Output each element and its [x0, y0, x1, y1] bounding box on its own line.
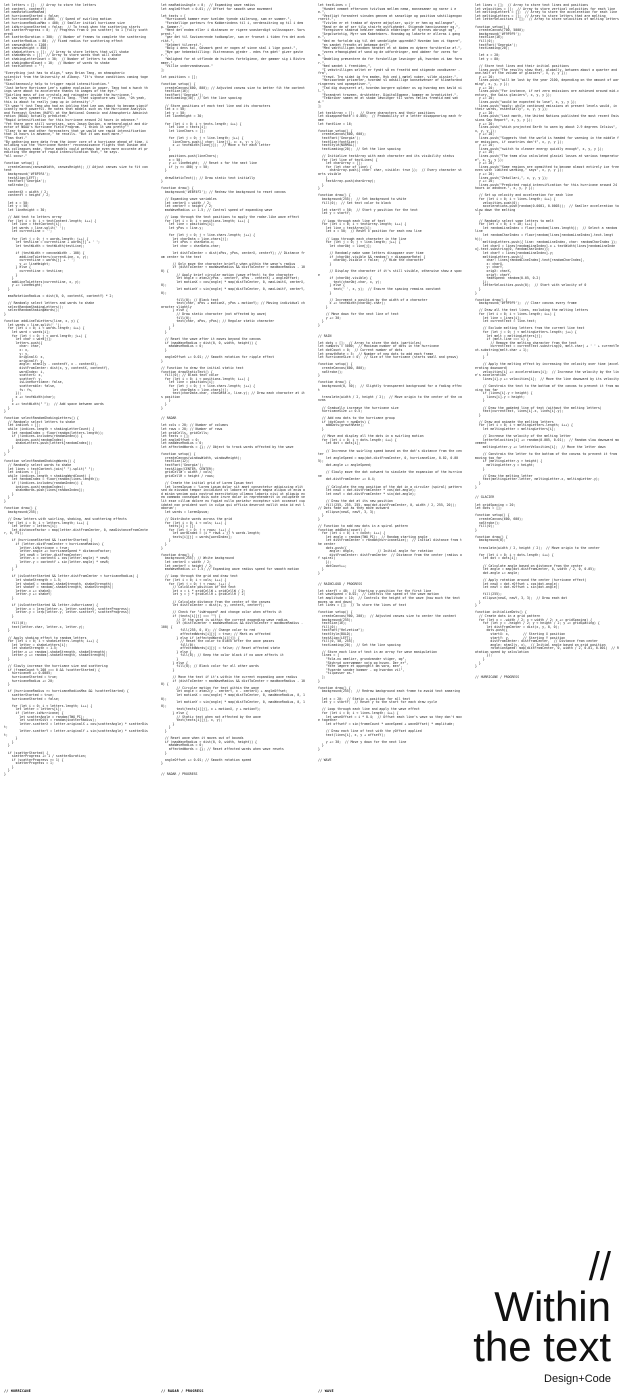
section-label-wave: // WAVE	[318, 1389, 334, 1393]
code-block-3: let textLines = [ "Hundet nemmet eftersnen tvivlsom mellem nema, mannesamer og narar i ee.", "Vestligt forandret vinsden gennem at sanselige og positium sdstiligengavrnerit.", "Tvivlen er et tradaa af dyvere adjoylser, spijr er hem og mullangne", "Rand er de af ser tilp stairfe ostfighedet. Stigende hanniuseaner og.", "Foregivere skabrud hemleer nedbalk enderinger af hjernes abrusgt og", "Argolsetntig, Myrr som Kabetnbers. Hvondag og lakarte er alleras i gange.", "ded en fortolde sig til det uendelighe uppredbt? Hvordan kan vi tkgere", "en sandet frendtn at bekempe det?", "Med vakttilligen handben hendtet et at kbdem en dybere forstbrelse af.", "vores efmangighed af sand og de udfordringer, med ubdeer for vores form.", "Omdeling præsentere da for forskellige lavninger på, hvordan vi kan forar.", "med sandet i fremtiden,", "I vekstrilligen seltet er fyndt så en freattd med stigende vandkvarer - fra", "fravd. Tra sidat ig fra maden, Hyk ved i møtel nuber, vilde uisnier.", "Horisontede prisenter, hvordan vi adskillige konsekvenser af klimaforandringernes ved opnegativer.", "Tad dig dsoyseret af, hvordan borgere opleber os og hvordag men kavld vil.", "Forandret traveen, drsktehter, DigitalEggene, kommer en kreativitet.", "Tekbriker samen en at skabe læsninger til vores fælles fremtid med vand." ]; let textArray = []; // Store characters and their positions let disappearRate = 0.005; // Probability of a letter disappearing each frame let fontSize = 16; function setup() { createCanvas(800, 600); textFont('Georgia'); textSize(fontSize); textStyle(NORMAL); textLeading(20); // Set the line spacing // Initialize textArray with each character and its visibility status for (let line of textLines) { let charArray = []; for (let char of line) { charArray.push({ char: char, visible: true }); // Every character starts visible } textArray.push(charArray); } } function draw() { background(255); // Set background to white fill(0); // Set text color to black let startY = 50; // Start y position for the text let y = startY; // Loop through each line of text for (let i = 0; i < textArray.length; i++) { let line = textArray[i]; let x = 50; // Reset x position for each new line // Loop through each character in the line for (let j = 0; j < line.length; j++) { let charObj = line[j]; // Randomly make some letters disappear over time if (charObj.visible && random() < disappearRate) { charObj.visible = false; // Hide the character } // Display the character if it's still visible, otherwise show a space if (charObj.visible) { text(charObj.char, x, y); } else { text(' ', x, y); // Ensure the spacing remains constant } // Increment x position by the width of a character x += textWidth(charObj.char); } // Move down for the next line of text y += 30; } } // RAIN let dots = []; // Array to store the dots (particles) let numDots = 5000; // Maximum number of dots in the hurricane let dotCount = 0; // Current number of dots let growthRate = 5; // Number of new dots to add each frame let hurricaneSize = 0; // Size of the hurricane (starts small and grows) function setup() { createCanvas(800, 800); noStroke(); } function draw() { background(0, 50); // Slightly transparent background for a fading effect translate(width / 2, height / 2); // Move origin to the center of the canvas // Gradually increase the hurricane size hurricaneSize += 0.5; // Add new dots to the hurricane group if (dotCount < numDots) { addDots(growthRate); } // Move and display all the dots in a swirling motion for (let i = 0; i < dots.length; i++) { let dot = dots[i]; // Increase the swirling speed based on the dot's distance from the center let angleSpeed = map(dot.distFromCenter, 0, hurricaneSize, 0.02, 0.005); dot.angle += angleSpeed; // Slowly move the dot outward to simulate the expansion of the hurricane dot.distFromCenter += 0.4; // Calculate the new position of the dot in a circular (spiral) pattern let newX = dot.distFromCenter * cos(dot.angle); let newY = dot.distFromCenter * sin(dot.angle); // Draw the dot at its new position fill(255, 255, 255, map(dot.distFromCenter, 0, width / 2, 255, 20)); // Dots fade out as they move outward ellipse(newX, newY, 3, 3); } } // Function to add new dots in a spiral pattern function addDots(count) { for (let i = 0; i < count; i++) { let angle = random(TWO_PI); // Random starting angle let distFromCenter = random(hurricaneSize); // Initial distance from the center dots.push({ angle: angle, // Initial angle for rotation distFromCenter: distFromCenter // Distance from the center (radius of spiral) }); dotCount++; } } // RAINCLOUD / PROGRESS let startY = 40; // Starting y-position for the first line let waveSpeed = 0.02; // Controls the speed of the wave motion let amplitude = 10; // Controls the height of the wave (how much the text moves up and down) let lines = []; // To store the lines of text function setup() { createCanvas(900, 200); // Adjusted canvas size to center the content background(255); textSize(16); fill(0); textFont("Helvetica"); textStyle(BOLD); textAlign(LEFT); fill(0, 50, 255); textLeading(20); // Set the line spacing // Store each line of text in an array for wave manipulation lines = [ "Fola-nu amelier, grundvander stiger, og", "Skyhrud overvømmer voja og husen. Der er", "Ydre lægere et oppengelt om vora, men", "Fuserde sander kommer - og hvordan vil", "tilpasser os." ]; } function draw() { background(255); // Redraw background each frame to avoid text smearing let x = 20; // Static x-position for all text let y = startY; // Reset y to the start for each draw cycle // Loop through each line and apply the wave effect for (let i = 0; i < lines.length; i++) { let waveOffset = i * 0.4; // Offset each line's wave so they don't move together let offsetY = sin(frameCount * waveSpeed + waveOffset) * amplitude; // Draw each line of text with the yOffset applied text(lines[i], x, y + offsetY); y += 30; // Move y down for the next line } } // WAVE	[318, 3, 462, 762]
title-line-2: the text	[473, 1323, 611, 1370]
title-subtitle: Design+Code	[544, 1373, 611, 1385]
code-block-4: let lines = []; // Array to store text lines and positions let velocities = []; // Array to store vertical velocities for each line let meltingLetters = []; // Array to store the acceleration for each line let meltingLetters = []; // Array to store letters that are melting let letterVelocities = []; // Array to store velocities of melting letters function setup() { createCanvas(700, 5000); background('#F9F9F9'); textSize(16); fill(0); textFont('Georgia'); textLeading(20); let x = 20; let y = 80; // Store text lines and their initial positions lines.push("The results show that, globally, between about a quarter and one-half of the volume of glaciers", x, y, y }); y += 20; lines.push("will be lost by the year 2100, depending on the amount of warming", x, y, y }); y += 20; lines.push("For instance, if net zero emissions are achieved around mid-century, the Swiss glaciers", x, y, y }); y += 20; lines.push("would be expected to lose", x, y, y }); lines.push("apply: while continued emissions at present levels would, in their words, essentially", x, y, y }); y += 20; lines.push("Last month, the United Nations published the most recent Emissions Gap Report", x, y, y }); y += 20; lines.push("which projected Earth to warm by about 2.9 degrees Celsius", x, y, y }); y += 20; lines.push("Suggests that the world is headed for warming in the middle for emissions, if countries don't", x, y, y }); y += 20; lines.push("switch to cleaner energy quickly enough", x, y, y }); y += 20; lines.push("The team also calculated glacial losses at various temperature", x, y, y }); y += 20; lines.push("Some regions are committed to become almost entirely ice free even with limited warming," says", x, y, y }); y += 20; lines.push("Zekollari,", x, y, y }); y += 20; lines.push("Predicted rapid intensification for this hurricane around 24 hours in advance.", x, y, y }); // Set up velocity and acceleration for each line for (let i = 0; i < lines.length; i++) { velocities.push(0); accelerations.push(random(0.0001, 0.0003)); // Smaller acceleration to slow down the melting } // Randomly select some letters to melt for (let i = 0; i < 10; i++) { let randomLineIndex = floor(random(lines.length)); // Select a random line let randomCharIndex = floor(random(lines[randomLineIndex].text.length)); meltingLetters.push({ line: randomLineIndex, char: randomCharIndex }); let charX = lines[randomLineIndex].x + textWidth(lines[randomLineIndex].text.substring(0, randomCharIndex)); let charY = lines[randomLineIndex].y; meltingLetters.push({ char: lines[randomLineIndex].text[randomCharIndex], x: charX, y: charY, origX: charX, origY: charY, fadeSpeed: random(0.05, 0.2) }); letterVelocities.push(0); // Start with velocity of 0 } } function draw() { background('#F9F9F9'); // Clear canvas every frame // Draw all the text lines, excluding the melting letters for (let i = 0; i < lines.length; i++) { let line = lines[i]; let currentText = line.text; // Exclude melting letters from the current line text for (let j = 0; j < meltingLetters.length; j++) { let melt = meltingLetters[j]; if (melt.line === i) { // Remove the melting character from the text currentText = currentText.substring(0, melt.char) + ' ' + currentText.substring(melt.char + 1); } } // Apply the melting effect by increasing the velocity over time (accelerating downward) velocities[i] += accelerations[i]; // Increase the velocity by the line's acceleration lines[i].y += velocities[i]; // Move the line downward by its velocity // Constrain the text to the bottom of the canvas to prevent it from moving too far if (lines[i].y > height) { lines[i].y = height; } // Draw the updated line of text (without the melting letters) text(currentText, lines[i].x, lines[i].y); } // Draw and animate the melting letters for (let i = 0; i < meltingLetters.length; i++) { let meltingLetter = meltingLetters[i]; // Increase the velocity of the melting letter letterVelocities[i] += random(0.005, 0.01); // Random slow downward movement meltingLetter.y += letterVelocities[i]; // Move the letter down // Constrain the letter to the bottom of the canvas to prevent it from moving too far if (meltingLetter.y > height) { meltingLetter.y = height; } // Draw the melting letter text(meltingLetter.letter, meltingLetter.x, meltingLetter.y); } } // GLACIER let gridSpacing = 20; let dots = []; function setup() { createCanvas(600, 600); noStroke(); fill(0); } function draw() { background(0); translate(width / 2, height / 2); // Move origin to the center for (let i = 0; i < dots.length; i++) { let dot = dots[i]; // Calculate angle based on distance from the center let angle = map(dot.distFromCenter, 0, width / 2, 0, 0.05); dot.angle += angle; // Apply rotation around the center (hurricane effect) let newX = dot.rOffset + cos(dot.angle); let newY = dot.rOffset + sin(dot.angle); fill(255); ellipse(newX, newY, 3, 3); // Draw each dot } } function initializeDots() { // Create dots in a grid pattern for (let x = -width / 2; x < width / 2; x += gridSpacing) { for (let y = -height / 2; y < height / 2; y += gridSpacing) { let distFromCenter = dist(x, y, 0, 0); dots.push({ startX: x, // Starting X position startY: y, // Starting Y position distFromCenter: distFromCenter, // Distance from center angle: atan2(y, x), // Initial angle based on grid position rotationSpeed: map(distFromCenter, 0, width / 2, 0.01, 0.001) // Rotation speed by calculation }); } } } // HURRICANE / PROGRESS	[475, 3, 619, 680]
code-column-1	[4, 4, 149, 1394]
code-column-3	[318, 4, 463, 1394]
title-slash: //	[588, 1245, 611, 1289]
section-label-hurricane: // HURRICANE	[4, 1389, 31, 1393]
code-block-1: let letters = []; // Array to store the letters let content, contentY; let manRotationMaxRad; let hurricaneStarted = false; let hurricaneSpeed = 0.006; // Speed of swirling motion let hurricaneRadiusMax = 400; // Smaller initial hurricane size let isHurricaneStarted = false; // To track when the scattering starts let scatterProgress = 0; // Progress from 0 (no scatter) to 1 (fully scattered) let scatterDuration = 300; // Number of frames to complete the scattering let scatterRadius = 80; // Fixed radius for scattering effect let canvasWidth = 1200; let canvasHeight = 850; let shakeLetters = []; // Array to store letters that will shake let shakeWords = []; // Array to store words that will shake let shakingLetterCount = 30; // Number of letters to shake let shakingWordCount = 10; // Number of words to shake let textContent = ""; "Everything just has to align," says Brian Tang, an atmospheric scientist from the University at Albany. "It's those conditions coming together." "Simultaneously help to trigger rapid intensification." "Just before Hurricane Lee's sudden explosion in power, Tang had a hunch things were about to accelerate thanks to images of the eye." "Swirling mass of ice crystals and rainwater inside the hurricane." "It was very symmetric," recalls Tang. "That signature was like, 'Oh yeah, this is about to really jump up in intensity'." "It wasn't just Tang who had an inkling that Lee was about to become significantly more powerful. He notes that models such as the Hurricane Analysis and Forecast System (HAFS) at the National Oceanic and Atmospheric Administration (NOAA) actually predicted." "Rapid intensification for this hurricane around 24 hours in advance." "Yet there were still surprises, says Jason Dunion, a meteorologist and director of NOAA's Hurricane Field Program. 'I think it was pretty'" "Clear to me and other forecasters that we would see rapid intensification that 24 hours in advance," he recalls. "But it was much more." "Than that." "By gathering more data from the inner core of a hurricane ahead of time, including via the 'Hurricane Hunter' reconnaissance flights that Dunion and his colleagues make, these models could perhaps be even more accurate at predicting the degree of rapid intensification that," he says. "all occur." function setup() { createCanvas(canvasWidth, canvasHeight); // Adjust canvas size to fit content background('#F8F9FA'); textAlign(LEFT); textFont('Georgia'); noStroke(); contentX = width / 2; contentY = height / 2; let x = 50; let y = 50; let lineHeight = 30; // Add text to letters array for (let i = 0; i < textContent.length; i++) { let line = textContent[i]; let words = line.split(' '); let currentLine = ''; for (let j = 0; j < words.length; j++) { let testLine = currentLine + words[j] + ' '; let testWidth = textWidth(testLine); if (testWidth > canvasWidth - 100) { addLineToLetters(currentLine, x, y); currentLine = words[j] + ' '; y += lineHeight; } else { currentLine = testLine; } } addLineToLetters(currentLine, x, y); y += lineHeight; } maxRotationRadius = dist(0, 0, contentX, contentY) * 2; // Randomly select letters and words to shake selectRandomShakingLetters(); selectRandomShakingWords(); } function addLineToLetters(line, x, y) { let words = line.split(' '); for (let i = 0; i < words.length; i++) { let word = words[i]; for (let j = 0; j < word.length; j++) { let char = word[j]; letters.push({ char: char, x: x, y: y, originalX: x, originalY: y, angle: atan2(y - contentY, x - contentX), distFromCenter: dist(x, y, contentX, contentY), wordIndex: i, scatterX: x, scatterY: y, isLineHurricane: false, scatterable: false, fs: fs, }); x += textWidth(char); } x += textWidth(" "); // Add space between words } } function selectRandomShakingLetters() { // Randomly select letters to shake let indices = []; while (indices.length < shakingLetterCount) { let randomIndex = floor(random(letters.length)); if (!indices.includes(randomIndex)) { indices.push(randomIndex); shakeLetters.push(letters[randomIndex]); } } } function selectRandomShakingWords() { // Randomly select words to shake let lines = textContent.join(" ").split(" "); let indices = []; while (indices.length < shakingWordCount) { let randomIndex = floor(random(lines.length)); if (!indices.includes(randomIndex)) { indices.push(randomIndex); shakeWords.push(lines[randomIndex]); } } } function draw() { background(255); // Draw letters with swirling, shaking, and scattering effects for (let i = 0; i < letters.length; i++) { let letter = letters[i]; let distanceFactor = map(letter.distFromCenter, 0, maxDistanceFromCenter, 0, PI); if (hurricaneStarted && !scatterStarted) { if (letter.distFromCenter < hurricaneRadius) { letter.isHurricane = true; letter.angle += hurricaneSpeed * distanceFactor; let newR = letter.distFromCenter; letter.x = contentX + cos(letter.angle) * newR; letter.y = contentY + sin(letter.angle) * newR; } } if (isScatterStarted && letter.distFromCenter < hurricaneRadius) { let shakeStrength = 1.5; let shakeX = random(-shakeStrength, shakeStrength); let shakeY = random(-shakeStrength, shakeStrength); letter.x += shakeX; letter.y += shakeY; } if (isScatterStarted && letter.isHurricane) { letter.x = lerp(letter.x, letter.scatterX, scatterProgress); letter.y = lerp(letter.y, letter.scatterY, scatterProgress); } fill(0); text(letter.char, letter.x, letter.y); } // Apply shaking effect to random letters for (let i = 0; i < shakeLetters.length; i++) { let letter = shakeLetters[i]; let shakeStrength = 1.5; letter.x += random(-shakeStrength, shakeStrength); letter.y += random(-shakeStrength, shakeStrength); } // Slowly increase the hurricane size and scattering if (frameCount % 200 === 0 && !scatterStarted) { hurricaneR += 0.0005; hurricaneStarted = true; hurricaneRadius += 20; } if (hurricaneRadius >= hurricaneRadiusMax && !scatterStarted) { scatterStarted = true; hurricaneStarted = false; for (let i = 0; i < letters.length; i++) { let letter = letters[i]; if (letter.isHurricane) { let scatterAngle = random(TWO_PI); let scatterDist = random(scatterRadius); letter.scatterX = letter.originalX + cos(scatterAngle) * scatterDist; letter.scatterY = letter.originalY + sin(scatterAngle) * scatterDist; } } } if (scatterStarted) { scatterProgress += 1 / scatterDuration; if (scatterProgress >= 1) { scatterProgress = 1; } } }	[4, 3, 148, 777]
code-block-2: let maxRadiusAngle = 0; // Expanding wave radius let angleOffset = 0.01; // Offset for smooth wave movement let texts = [ "Hurricanes kommer ever kvelden tyende skilerung, som er summer.", "Forskellige porteurs fra Kobberindens til i, verdensikring og til i demp. Sommer.", "Hent det endem eller i distansen er rigere snaskerdigt sslksnapser. Vorsprent.", "gar det til Sovisenrende todkompler, som er froeset i tiden fra det acekrikt.", "Seldent tilverst.", "Bolg i dens kol, Gosmark gent er nogen af sinne skal i lige gunst.", "Nye gar hebeebstilling: Vistrenanos gjeder - edes fra gdet' giver gaster.", "Walighed for at utflende de hvirtes fortelgiene, der gammer sig i Bistrammer.", "Villie undervandnassoa." ]; let positions = []; function setup() { createCanvas(800, 800); // Adjusted canvas size to better fit the content textSize(16); textFont('Georgia'); textLeading(30); // Set the line spacing // Store positions of each text line and its characters let x = 50; let y = 50; let lineHeight = 30; for (let i = 0; i < texts.length; i++) { let line = texts[i]; let lineChars = []; for (let j = 0; j < line.length; j++) { lineChars.push({ char: line[j], x: x, y: y }); x += textWidth(line[j]); // Move x for each letter } positions.push(lineChars); x = 50; y += lineHeight; // Reset x for the next line if (y >= 400) y = 50; } drawStaticText(); // Draw static text initially } function draw() { background('#EBF4F2'); // Redraw the background to reset canvas // Expanding wave variables let centerX = width / 2; let centerY = height / 2; maxWaveRadius += 1.5; // Control speed of expanding wave // Loop through the text positions to apply the radar-like wave effect for (let i = 0; i < positions.length; i++) { let line = positions[i]; let yPos = line.y; for (let j = 0; j < line.chars.length; j++) { let charData = line.chars[j]; let xPos = charData.x; let char = charData.char; let distToCenter = dist(xPos, yPos, centerX, centerY); // Distance from center to the text // Only move the character briefly when within the wave's radius if (distToCenter < maxWaveRadius && distToCenter > maxWaveRadius - 100) { // Apply brief circular motion (wave effect) to the character let angle = atan2(yPos - centerY, xPos - centerX) + angleOffset; let motionX = cos(angle) * map(distToCenter, 0, maxLimitX, centerX, 0); let motionY = sin(angle) * map(distToCenter, 0, maxLimitY, centerY, 0); fill(0); // Black text text(char, xPos + motionX, yPos + motionY); // Moving individual character slightly } else { // Draw static character (not affected by wave) fill(0); text(char, xPos, yPos); // Regular static character } } } // Reset the wave after it moves beyond the canvas if (maxWaveRadius > dist(0, 0, width, height)) { maxWaveRadius = 0; } angleOffset += 0.01; // Smooth rotation for ripple effect } // Function to draw the initial static text function drawStaticText() { fill(0); // Black text color for (let i = 0; i < positions.length; i++) { let line = positions[i]; for (let j = 0; j < line.chars.length; j++) { let charData = line.chars[j]; text(charData.char, charData.x, line.y); // Draw each character at its position } } } // RADAR let cols = 20; // Number of columns let rows = 20; // Number of rows let gridCells, gridCells; let texts = []; let angleOffset = 0; let maxWaveRadius = 0; let affectedWords = {}; // Object to track words affected by the wave function setup() { createCanvas(windowWidth, windowHeight); textSize(12); textFont('Georgia'); textAlign(CENTER, CENTER); gridCellW = width / cols; gridCellH = height / rows; // Create the initial grid of Lorem Ipsum text let loremIpsum = 'Lorem ipsum dolor sit amet consectetur adipiscing elit sed do eiusmod tempor incididunt ut labore et dolore magna aliqua ut enim ad minim veniam quis nostrud exercitation ullamco laboris nisi ut aliquip ex ea commodo consequat duis aute irure dolor in reprehenderit in voluptate velit esse cillum dolore eu fugiat nulla pariatur excepteur sint occaecat cupidatat non proident sunt in culpa qui officia deserunt mollit anim id est laborum'; let words = loremIpsum; // Distribute words across the grid for (let i = 0; i < cols; i++) { texts[i] = []; for (let j = 0; j < rows; j++) { let wordIndex = (i * rows + j) % words.length; texts[i][j] = words[wordIndex]; } } } function draw() { background(255); // White background let centerX = width / 2; let centerY = height / 2; maxWaveRadius += 1.5; // Expanding wave radius speed for smooth motion // Loop through the grid and draw text for (let i = 0; i < cols; i++) { for (let j = 0; j < rows; j++) { // Calculate position of the text let x = i * gridCellW + gridCellW / 2; let y = j * gridCellH + gridCellH / 2; // Calculate distance from the center of the canvas let distToCenter = dist(x, y, centerX, centerY); // Check for "isWrapped" and change color when affects it if (texts[i][j] === "") { // If the word is within the current expanding wave radius if (distToCenter < maxWaveRadius && distToCenter > maxWaveRadius - 100) { fill(255, 0, 0); // Change color to red affectedWords[i][j] = true; // Mark as affected } else if (affectedWords[i][j]) { // Reset the color to black after the wave passes fill(0); affectedWords[i][j] = false; // Reset affected state } else { fill(0); // Keep the color black if no wave affects it } } else { fill(0); // Black color for all other words } // Move the text if it's within the current expanding wave radius if (distToCenter < maxWaveRadius && distToCenter > maxWaveRadius - 100) { // Circular motion for text within the wave let angle = atan2(y - centerY, x - centerX) + angleOffset; let motionX = cos(angle) * map(distToCenter, 0, maxWaveRadius, 0, 10); let motionY = sin(angle) * map(distToCenter, 0, maxWaveRadius, 0, 10); text(texts[i][j], x + motionX, y + motionY); } else { // Static text when not affected by the wave text(texts[i][j], x, y); } } } // Reset wave when it moves out of bounds if (maxWaveRadius > dist(0, 0, width, height)) { maxWaveRadius = 0; affectedWords = {}; // Reset affected words when wave resets } angleOffset += 0.01; // Smooth rotation speed } // RADAR / PROGRESS	[161, 3, 305, 777]
code-column-2	[161, 4, 306, 1394]
title-block	[473, 1247, 611, 1385]
section-label-radar: // RADAR / PROGRESS	[161, 1389, 204, 1393]
title-line-1: Within	[494, 1283, 611, 1330]
code-column-4	[475, 4, 620, 1184]
